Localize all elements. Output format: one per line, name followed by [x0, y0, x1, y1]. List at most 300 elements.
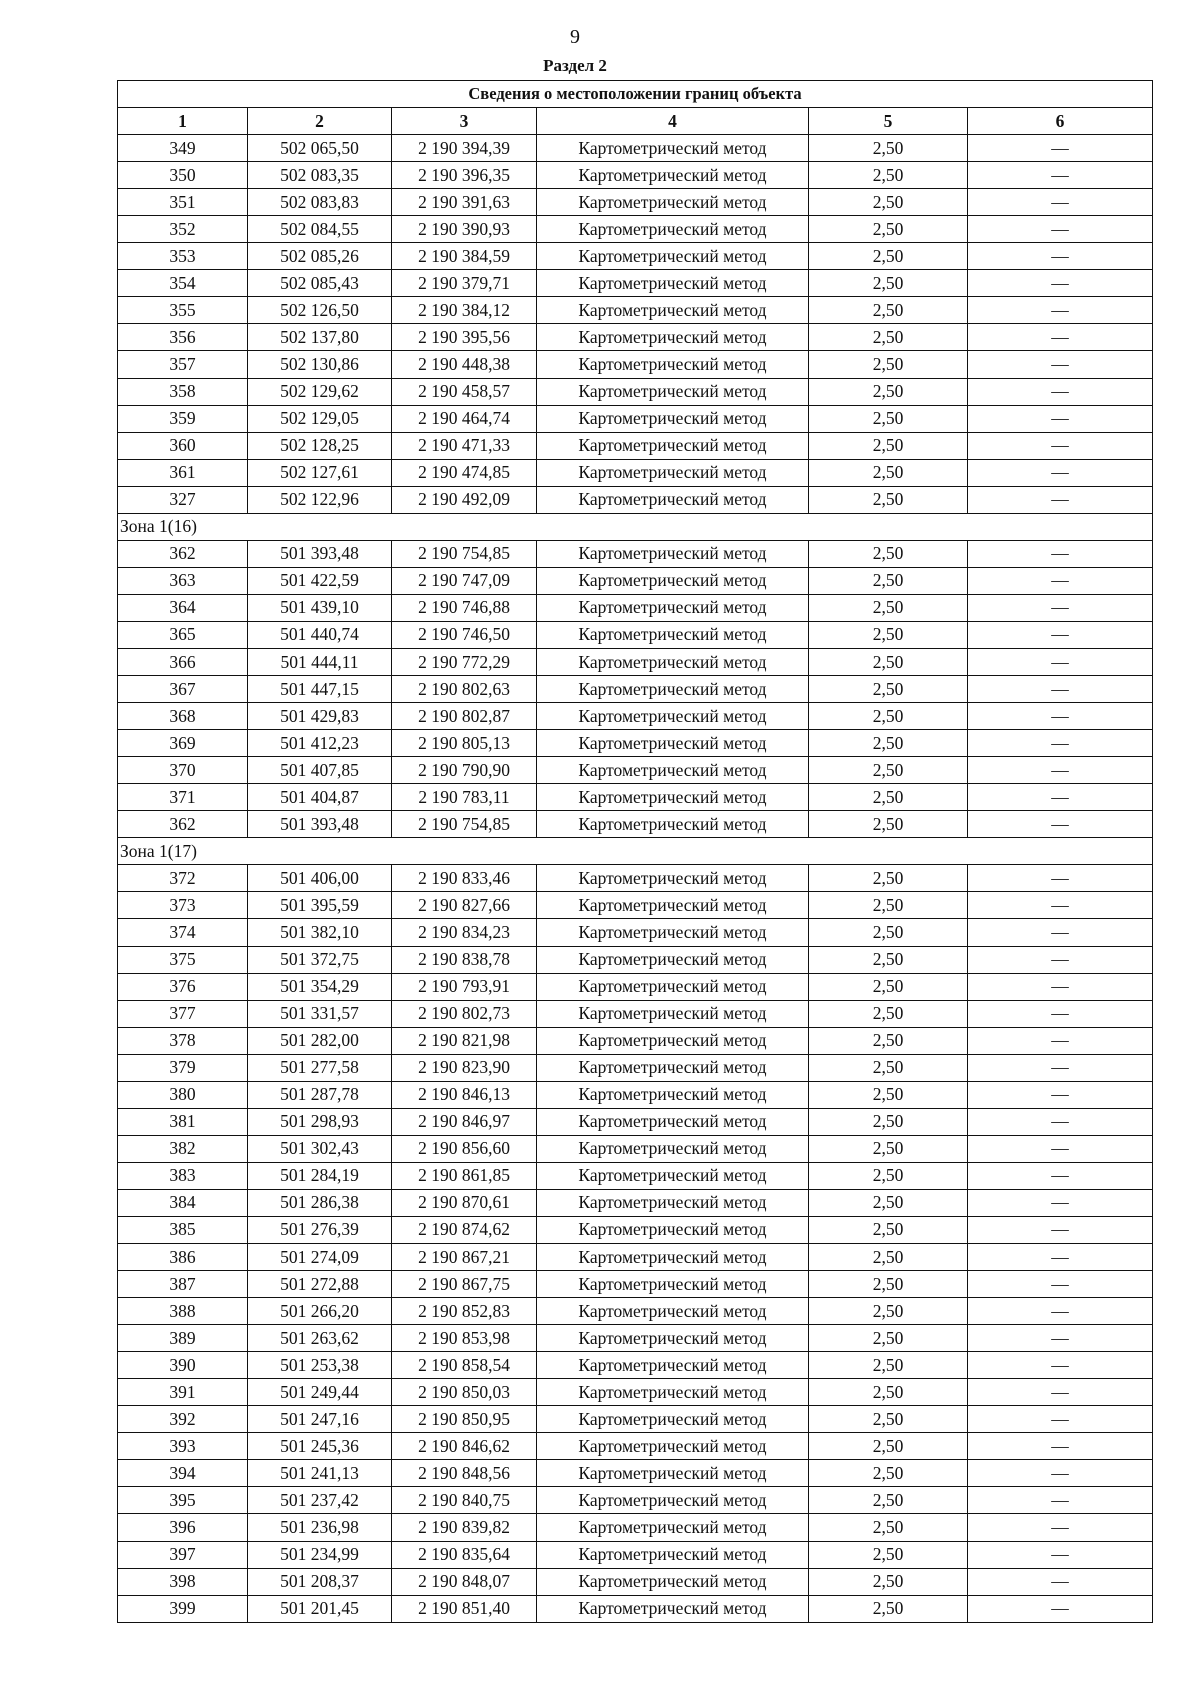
table-row	[118, 730, 1153, 757]
accuracy-cell: 2,50	[809, 811, 968, 838]
description-cell: —	[968, 1162, 1153, 1189]
zone-header-row	[118, 513, 1153, 540]
description-cell: —	[968, 1054, 1153, 1081]
point-number-cell: 376	[118, 973, 248, 1000]
column-number-row	[118, 108, 1153, 135]
accuracy-cell: 2,50	[809, 540, 968, 567]
table-row	[118, 811, 1153, 838]
y-coordinate-cell: 2 190 790,90	[392, 757, 537, 784]
description-cell: —	[968, 162, 1153, 189]
point-number-cell: 380	[118, 1081, 248, 1108]
method-cell: Картометрический метод	[537, 811, 809, 838]
zone-label: Зона 1(17)	[118, 838, 1153, 865]
column-number-3: 3	[392, 108, 537, 135]
table-caption: Сведения о местоположении границ объекта	[118, 81, 1153, 108]
x-coordinate-cell: 501 234,99	[248, 1541, 392, 1568]
y-coordinate-cell: 2 190 471,33	[392, 432, 537, 459]
point-number-cell: 367	[118, 676, 248, 703]
point-number-cell: 390	[118, 1352, 248, 1379]
point-number-cell: 392	[118, 1406, 248, 1433]
page-number: 9	[570, 26, 580, 48]
table-row	[118, 1379, 1153, 1406]
description-cell: —	[968, 703, 1153, 730]
y-coordinate-cell: 2 190 396,35	[392, 162, 537, 189]
point-number-cell: 373	[118, 892, 248, 919]
accuracy-cell: 2,50	[809, 1406, 968, 1433]
accuracy-cell: 2,50	[809, 324, 968, 351]
column-number-6: 6	[968, 108, 1153, 135]
method-cell: Картометрический метод	[537, 540, 809, 567]
accuracy-cell: 2,50	[809, 1027, 968, 1054]
x-coordinate-cell: 501 276,39	[248, 1216, 392, 1243]
x-coordinate-cell: 501 444,11	[248, 648, 392, 675]
x-coordinate-cell: 501 208,37	[248, 1568, 392, 1595]
x-coordinate-cell: 502 083,83	[248, 189, 392, 216]
point-number-cell: 363	[118, 567, 248, 594]
x-coordinate-cell: 501 277,58	[248, 1054, 392, 1081]
y-coordinate-cell: 2 190 867,21	[392, 1244, 537, 1271]
method-cell: Картометрический метод	[537, 567, 809, 594]
point-number-cell: 385	[118, 1216, 248, 1243]
accuracy-cell: 2,50	[809, 135, 968, 162]
method-cell: Картометрический метод	[537, 1541, 809, 1568]
x-coordinate-cell: 501 272,88	[248, 1271, 392, 1298]
description-cell: —	[968, 811, 1153, 838]
accuracy-cell: 2,50	[809, 1460, 968, 1487]
description-cell: —	[968, 676, 1153, 703]
table-row	[118, 270, 1153, 297]
description-cell: —	[968, 730, 1153, 757]
accuracy-cell: 2,50	[809, 270, 968, 297]
table-row	[118, 243, 1153, 270]
y-coordinate-cell: 2 190 874,62	[392, 1216, 537, 1243]
table-row	[118, 973, 1153, 1000]
x-coordinate-cell: 501 245,36	[248, 1433, 392, 1460]
table-row	[118, 1108, 1153, 1135]
description-cell: —	[968, 270, 1153, 297]
method-cell: Картометрический метод	[537, 1514, 809, 1541]
table-row	[118, 1487, 1153, 1514]
accuracy-cell: 2,50	[809, 189, 968, 216]
point-number-cell: 361	[118, 459, 248, 486]
table-row	[118, 351, 1153, 378]
x-coordinate-cell: 501 266,20	[248, 1298, 392, 1325]
boundary-coordinates-table	[117, 80, 1153, 1623]
accuracy-cell: 2,50	[809, 946, 968, 973]
x-coordinate-cell: 501 282,00	[248, 1027, 392, 1054]
point-number-cell: 327	[118, 486, 248, 513]
x-coordinate-cell: 501 404,87	[248, 784, 392, 811]
zone-label: Зона 1(16)	[118, 513, 1153, 540]
description-cell: —	[968, 1514, 1153, 1541]
table-row	[118, 135, 1153, 162]
table-row	[118, 594, 1153, 621]
x-coordinate-cell: 501 249,44	[248, 1379, 392, 1406]
description-cell: —	[968, 1433, 1153, 1460]
table-row	[118, 1595, 1153, 1622]
accuracy-cell: 2,50	[809, 1298, 968, 1325]
method-cell: Картометрический метод	[537, 757, 809, 784]
y-coordinate-cell: 2 190 851,40	[392, 1595, 537, 1622]
description-cell: —	[968, 784, 1153, 811]
description-cell: —	[968, 1298, 1153, 1325]
point-number-cell: 357	[118, 351, 248, 378]
y-coordinate-cell: 2 190 840,75	[392, 1487, 537, 1514]
x-coordinate-cell: 502 085,26	[248, 243, 392, 270]
x-coordinate-cell: 502 129,62	[248, 378, 392, 405]
table-row	[118, 1514, 1153, 1541]
y-coordinate-cell: 2 190 474,85	[392, 459, 537, 486]
x-coordinate-cell: 501 287,78	[248, 1081, 392, 1108]
y-coordinate-cell: 2 190 805,13	[392, 730, 537, 757]
table-row	[118, 1162, 1153, 1189]
method-cell: Картометрический метод	[537, 784, 809, 811]
x-coordinate-cell: 501 393,48	[248, 540, 392, 567]
table-row	[118, 405, 1153, 432]
method-cell: Картометрический метод	[537, 189, 809, 216]
table-row	[118, 865, 1153, 892]
table-row	[118, 1298, 1153, 1325]
x-coordinate-cell: 501 422,59	[248, 567, 392, 594]
description-cell: —	[968, 1135, 1153, 1162]
method-cell: Картометрический метод	[537, 162, 809, 189]
method-cell: Картометрический метод	[537, 946, 809, 973]
x-coordinate-cell: 501 412,23	[248, 730, 392, 757]
accuracy-cell: 2,50	[809, 1135, 968, 1162]
point-number-cell: 377	[118, 1000, 248, 1027]
accuracy-cell: 2,50	[809, 1271, 968, 1298]
description-cell: —	[968, 892, 1153, 919]
description-cell: —	[968, 1000, 1153, 1027]
point-number-cell: 352	[118, 216, 248, 243]
point-number-cell: 372	[118, 865, 248, 892]
point-number-cell: 360	[118, 432, 248, 459]
accuracy-cell: 2,50	[809, 1487, 968, 1514]
point-number-cell: 397	[118, 1541, 248, 1568]
description-cell: —	[968, 486, 1153, 513]
description-cell: —	[968, 648, 1153, 675]
x-coordinate-cell: 501 298,93	[248, 1108, 392, 1135]
method-cell: Картометрический метод	[537, 1162, 809, 1189]
table-row	[118, 676, 1153, 703]
x-coordinate-cell: 501 241,13	[248, 1460, 392, 1487]
method-cell: Картометрический метод	[537, 621, 809, 648]
accuracy-cell: 2,50	[809, 351, 968, 378]
description-cell: —	[968, 351, 1153, 378]
point-number-cell: 378	[118, 1027, 248, 1054]
description-cell: —	[968, 405, 1153, 432]
y-coordinate-cell: 2 190 861,85	[392, 1162, 537, 1189]
y-coordinate-cell: 2 190 823,90	[392, 1054, 537, 1081]
x-coordinate-cell: 501 302,43	[248, 1135, 392, 1162]
method-cell: Картометрический метод	[537, 432, 809, 459]
description-cell: —	[968, 757, 1153, 784]
column-number-2: 2	[248, 108, 392, 135]
table-row	[118, 621, 1153, 648]
table-row	[118, 1027, 1153, 1054]
x-coordinate-cell: 502 128,25	[248, 432, 392, 459]
accuracy-cell: 2,50	[809, 1216, 968, 1243]
method-cell: Картометрический метод	[537, 1487, 809, 1514]
x-coordinate-cell: 501 247,16	[248, 1406, 392, 1433]
accuracy-cell: 2,50	[809, 594, 968, 621]
y-coordinate-cell: 2 190 384,59	[392, 243, 537, 270]
description-cell: —	[968, 297, 1153, 324]
y-coordinate-cell: 2 190 793,91	[392, 973, 537, 1000]
table-row	[118, 297, 1153, 324]
description-cell: —	[968, 1271, 1153, 1298]
description-cell: —	[968, 1108, 1153, 1135]
x-coordinate-cell: 501 429,83	[248, 703, 392, 730]
accuracy-cell: 2,50	[809, 1568, 968, 1595]
y-coordinate-cell: 2 190 827,66	[392, 892, 537, 919]
x-coordinate-cell: 501 354,29	[248, 973, 392, 1000]
description-cell: —	[968, 1460, 1153, 1487]
point-number-cell: 362	[118, 811, 248, 838]
accuracy-cell: 2,50	[809, 1054, 968, 1081]
description-cell: —	[968, 432, 1153, 459]
method-cell: Картометрический метод	[537, 594, 809, 621]
method-cell: Картометрический метод	[537, 1568, 809, 1595]
method-cell: Картометрический метод	[537, 1054, 809, 1081]
table-row	[118, 919, 1153, 946]
description-cell: —	[968, 1541, 1153, 1568]
y-coordinate-cell: 2 190 852,83	[392, 1298, 537, 1325]
table-row	[118, 432, 1153, 459]
accuracy-cell: 2,50	[809, 919, 968, 946]
table-row	[118, 162, 1153, 189]
y-coordinate-cell: 2 190 747,09	[392, 567, 537, 594]
point-number-cell: 362	[118, 540, 248, 567]
description-cell: —	[968, 1352, 1153, 1379]
point-number-cell: 384	[118, 1189, 248, 1216]
y-coordinate-cell: 2 190 802,87	[392, 703, 537, 730]
point-number-cell: 386	[118, 1244, 248, 1271]
accuracy-cell: 2,50	[809, 486, 968, 513]
x-coordinate-cell: 501 447,15	[248, 676, 392, 703]
description-cell: —	[968, 324, 1153, 351]
x-coordinate-cell: 502 085,43	[248, 270, 392, 297]
description-cell: —	[968, 1406, 1153, 1433]
accuracy-cell: 2,50	[809, 1162, 968, 1189]
method-cell: Картометрический метод	[537, 1352, 809, 1379]
column-number-5: 5	[809, 108, 968, 135]
method-cell: Картометрический метод	[537, 216, 809, 243]
x-coordinate-cell: 501 286,38	[248, 1189, 392, 1216]
point-number-cell: 382	[118, 1135, 248, 1162]
method-cell: Картометрический метод	[537, 865, 809, 892]
table-row	[118, 1216, 1153, 1243]
y-coordinate-cell: 2 190 394,39	[392, 135, 537, 162]
y-coordinate-cell: 2 190 458,57	[392, 378, 537, 405]
y-coordinate-cell: 2 190 846,97	[392, 1108, 537, 1135]
accuracy-cell: 2,50	[809, 621, 968, 648]
x-coordinate-cell: 501 274,09	[248, 1244, 392, 1271]
table-row	[118, 1244, 1153, 1271]
y-coordinate-cell: 2 190 858,54	[392, 1352, 537, 1379]
point-number-cell: 381	[118, 1108, 248, 1135]
method-cell: Картометрический метод	[537, 1000, 809, 1027]
point-number-cell: 398	[118, 1568, 248, 1595]
accuracy-cell: 2,50	[809, 1189, 968, 1216]
x-coordinate-cell: 502 122,96	[248, 486, 392, 513]
accuracy-cell: 2,50	[809, 432, 968, 459]
table-row	[118, 567, 1153, 594]
description-cell: —	[968, 973, 1153, 1000]
x-coordinate-cell: 501 382,10	[248, 919, 392, 946]
method-cell: Картометрический метод	[537, 297, 809, 324]
accuracy-cell: 2,50	[809, 730, 968, 757]
y-coordinate-cell: 2 190 848,07	[392, 1568, 537, 1595]
method-cell: Картометрический метод	[537, 1298, 809, 1325]
table-row	[118, 1541, 1153, 1568]
point-number-cell: 353	[118, 243, 248, 270]
table-row	[118, 1271, 1153, 1298]
method-cell: Картометрический метод	[537, 892, 809, 919]
y-coordinate-cell: 2 190 856,60	[392, 1135, 537, 1162]
point-number-cell: 396	[118, 1514, 248, 1541]
method-cell: Картометрический метод	[537, 243, 809, 270]
x-coordinate-cell: 501 237,42	[248, 1487, 392, 1514]
accuracy-cell: 2,50	[809, 405, 968, 432]
description-cell: —	[968, 1216, 1153, 1243]
table-row	[118, 378, 1153, 405]
accuracy-cell: 2,50	[809, 1433, 968, 1460]
description-cell: —	[968, 243, 1153, 270]
point-number-cell: 395	[118, 1487, 248, 1514]
x-coordinate-cell: 502 084,55	[248, 216, 392, 243]
column-number-4: 4	[537, 108, 809, 135]
point-number-cell: 368	[118, 703, 248, 730]
description-cell: —	[968, 1487, 1153, 1514]
table-row	[118, 892, 1153, 919]
table-row	[118, 648, 1153, 675]
point-number-cell: 388	[118, 1298, 248, 1325]
y-coordinate-cell: 2 190 835,64	[392, 1541, 537, 1568]
method-cell: Картометрический метод	[537, 459, 809, 486]
y-coordinate-cell: 2 190 850,95	[392, 1406, 537, 1433]
method-cell: Картометрический метод	[537, 1027, 809, 1054]
x-coordinate-cell: 502 127,61	[248, 459, 392, 486]
y-coordinate-cell: 2 190 802,63	[392, 676, 537, 703]
x-coordinate-cell: 501 263,62	[248, 1325, 392, 1352]
table-row	[118, 1568, 1153, 1595]
description-cell: —	[968, 621, 1153, 648]
x-coordinate-cell: 501 236,98	[248, 1514, 392, 1541]
description-cell: —	[968, 919, 1153, 946]
x-coordinate-cell: 502 126,50	[248, 297, 392, 324]
y-coordinate-cell: 2 190 379,71	[392, 270, 537, 297]
table-caption-row	[118, 81, 1153, 108]
method-cell: Картометрический метод	[537, 703, 809, 730]
y-coordinate-cell: 2 190 783,11	[392, 784, 537, 811]
x-coordinate-cell: 501 406,00	[248, 865, 392, 892]
description-cell: —	[968, 459, 1153, 486]
point-number-cell: 399	[118, 1595, 248, 1622]
y-coordinate-cell: 2 190 870,61	[392, 1189, 537, 1216]
method-cell: Картометрический метод	[537, 730, 809, 757]
section-title: Раздел 2	[543, 56, 607, 75]
description-cell: —	[968, 216, 1153, 243]
accuracy-cell: 2,50	[809, 757, 968, 784]
table-row	[118, 459, 1153, 486]
accuracy-cell: 2,50	[809, 1244, 968, 1271]
point-number-cell: 369	[118, 730, 248, 757]
description-cell: —	[968, 946, 1153, 973]
x-coordinate-cell: 502 130,86	[248, 351, 392, 378]
description-cell: —	[968, 1027, 1153, 1054]
y-coordinate-cell: 2 190 839,82	[392, 1514, 537, 1541]
point-number-cell: 364	[118, 594, 248, 621]
table-row	[118, 1406, 1153, 1433]
accuracy-cell: 2,50	[809, 1352, 968, 1379]
method-cell: Картометрический метод	[537, 648, 809, 675]
method-cell: Картометрический метод	[537, 1081, 809, 1108]
accuracy-cell: 2,50	[809, 1000, 968, 1027]
accuracy-cell: 2,50	[809, 784, 968, 811]
x-coordinate-cell: 501 395,59	[248, 892, 392, 919]
y-coordinate-cell: 2 190 846,62	[392, 1433, 537, 1460]
method-cell: Картометрический метод	[537, 1189, 809, 1216]
method-cell: Картометрический метод	[537, 324, 809, 351]
x-coordinate-cell: 501 372,75	[248, 946, 392, 973]
table-row	[118, 216, 1153, 243]
table-row	[118, 1352, 1153, 1379]
x-coordinate-cell: 501 284,19	[248, 1162, 392, 1189]
y-coordinate-cell: 2 190 448,38	[392, 351, 537, 378]
method-cell: Картометрический метод	[537, 135, 809, 162]
y-coordinate-cell: 2 190 384,12	[392, 297, 537, 324]
method-cell: Картометрический метод	[537, 1135, 809, 1162]
point-number-cell: 366	[118, 648, 248, 675]
y-coordinate-cell: 2 190 833,46	[392, 865, 537, 892]
accuracy-cell: 2,50	[809, 243, 968, 270]
point-number-cell: 393	[118, 1433, 248, 1460]
method-cell: Картометрический метод	[537, 1325, 809, 1352]
table-body	[118, 135, 1153, 1623]
x-coordinate-cell: 501 253,38	[248, 1352, 392, 1379]
point-number-cell: 356	[118, 324, 248, 351]
accuracy-cell: 2,50	[809, 1595, 968, 1622]
table-row	[118, 486, 1153, 513]
description-cell: —	[968, 594, 1153, 621]
method-cell: Картометрический метод	[537, 973, 809, 1000]
description-cell: —	[968, 1081, 1153, 1108]
description-cell: —	[968, 1568, 1153, 1595]
point-number-cell: 351	[118, 189, 248, 216]
accuracy-cell: 2,50	[809, 297, 968, 324]
table-row	[118, 946, 1153, 973]
method-cell: Картометрический метод	[537, 1108, 809, 1135]
description-cell: —	[968, 135, 1153, 162]
point-number-cell: 349	[118, 135, 248, 162]
point-number-cell: 370	[118, 757, 248, 784]
method-cell: Картометрический метод	[537, 676, 809, 703]
y-coordinate-cell: 2 190 395,56	[392, 324, 537, 351]
method-cell: Картометрический метод	[537, 1244, 809, 1271]
x-coordinate-cell: 501 407,85	[248, 757, 392, 784]
accuracy-cell: 2,50	[809, 567, 968, 594]
point-number-cell: 359	[118, 405, 248, 432]
table-row	[118, 1054, 1153, 1081]
description-cell: —	[968, 1244, 1153, 1271]
table-row	[118, 1460, 1153, 1487]
y-coordinate-cell: 2 190 746,88	[392, 594, 537, 621]
point-number-cell: 374	[118, 919, 248, 946]
point-number-cell: 375	[118, 946, 248, 973]
y-coordinate-cell: 2 190 802,73	[392, 1000, 537, 1027]
method-cell: Картометрический метод	[537, 1595, 809, 1622]
